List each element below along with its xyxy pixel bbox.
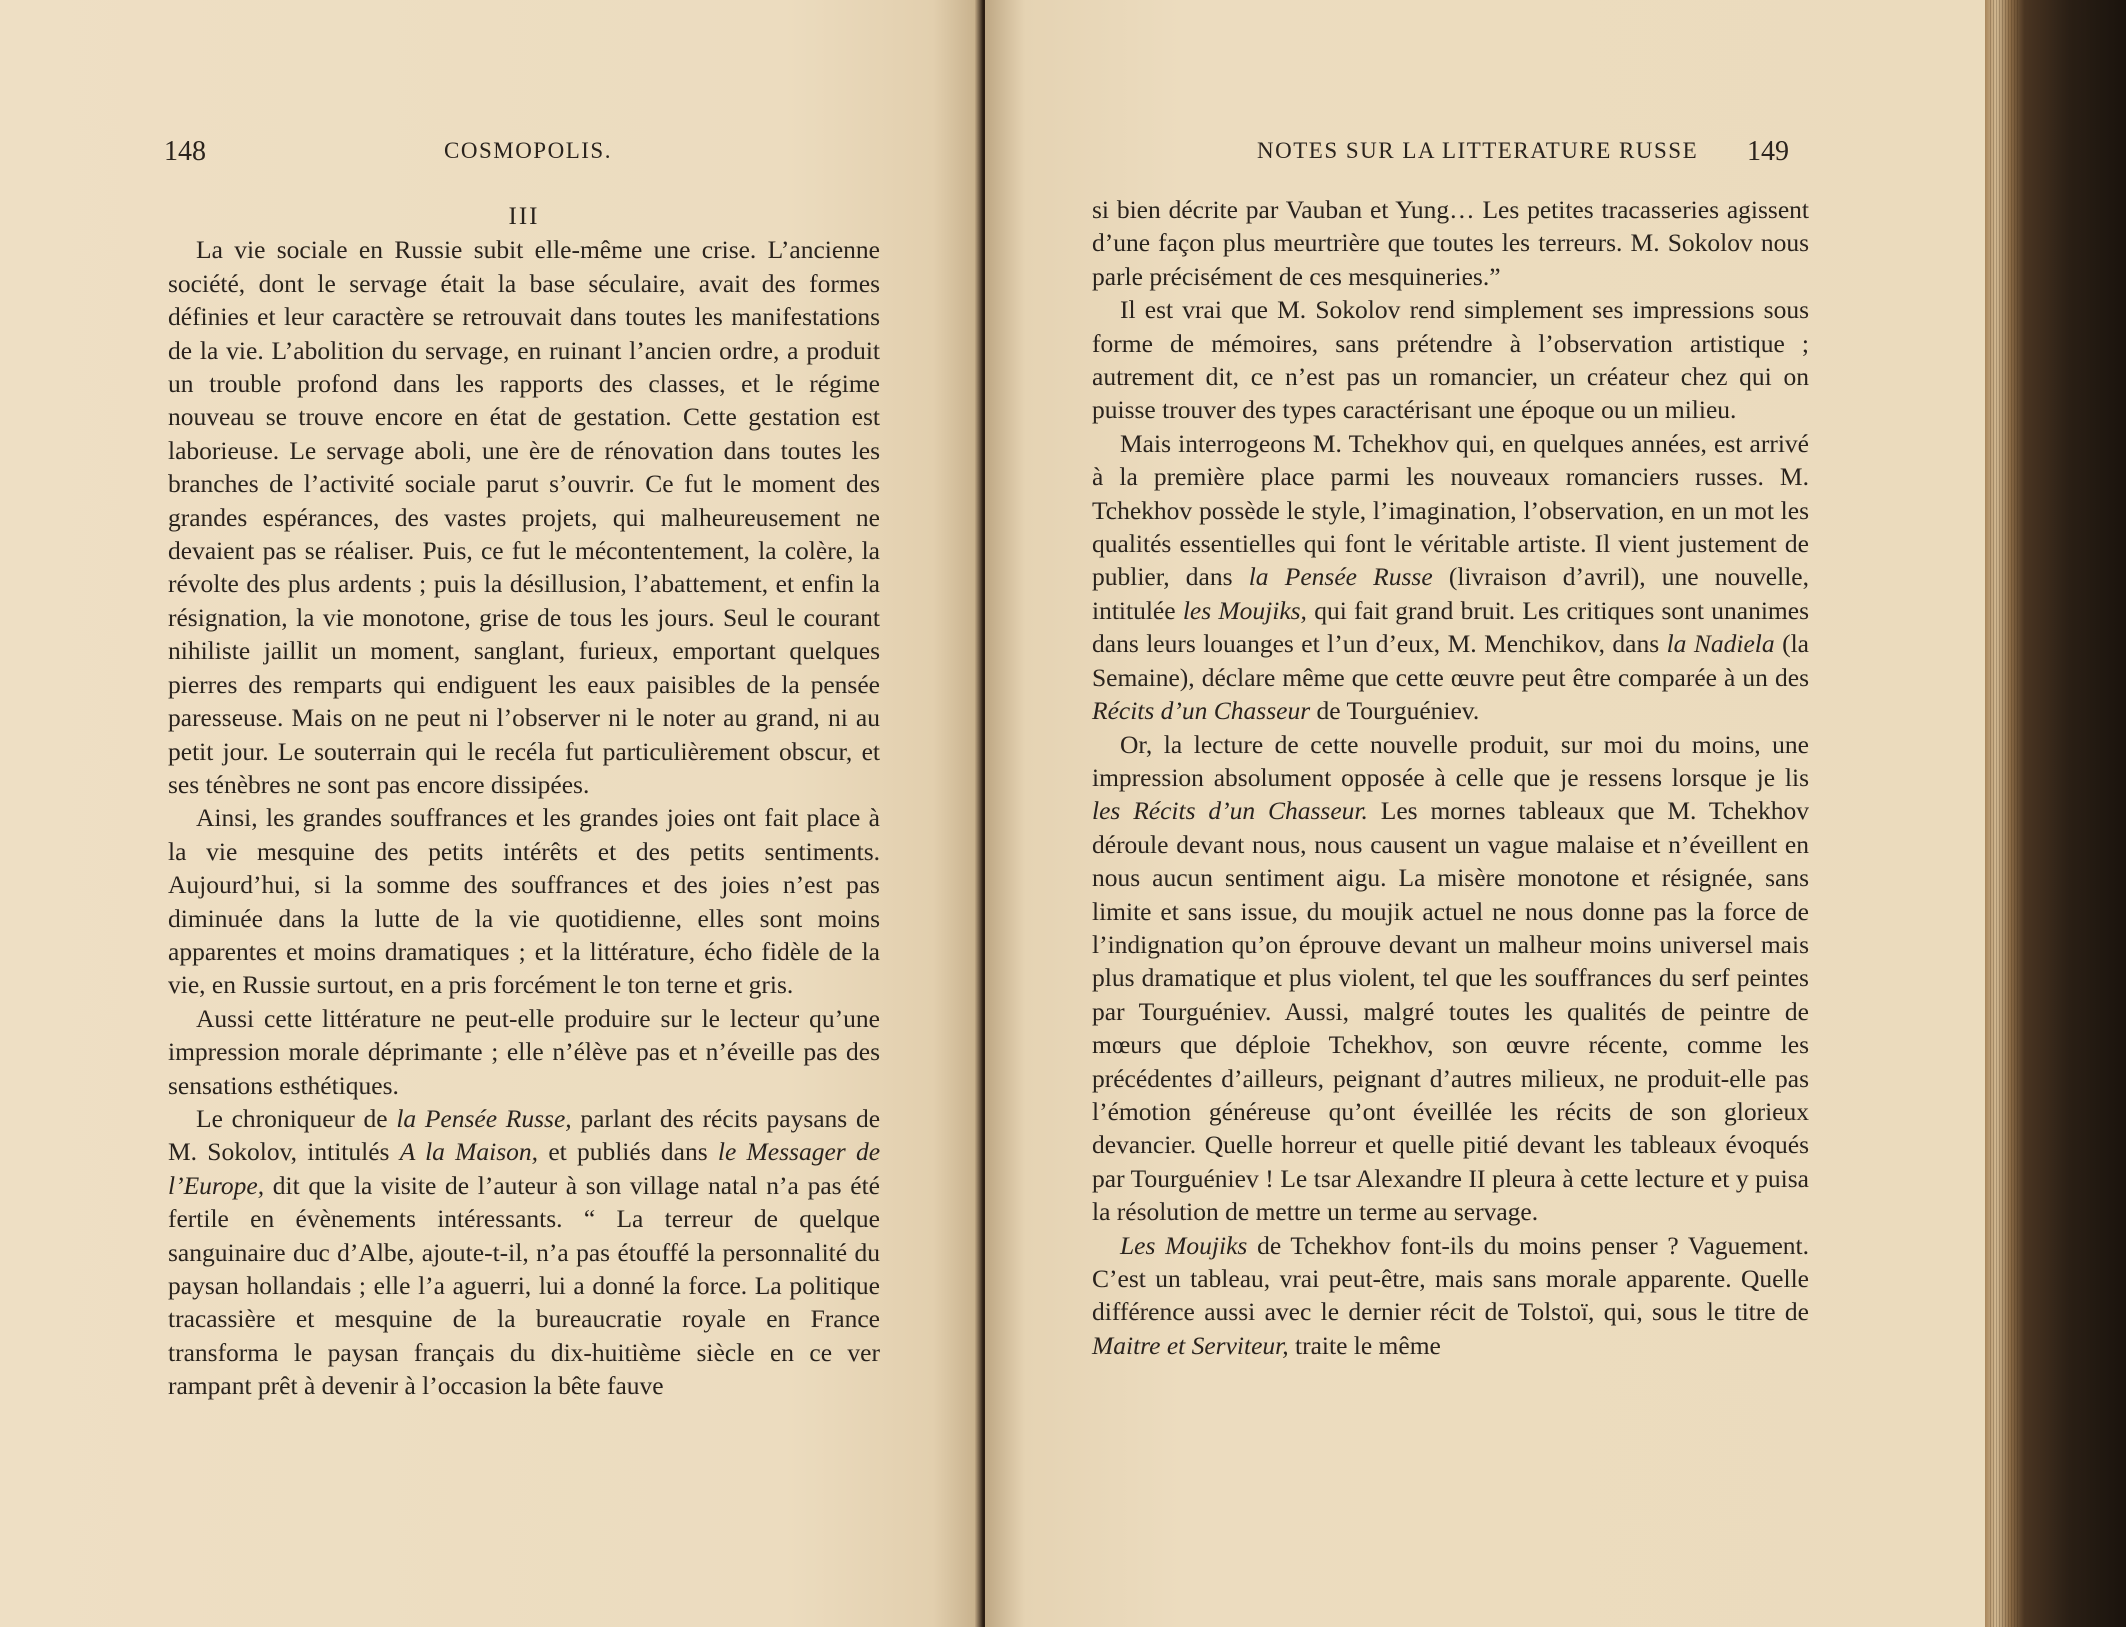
paragraph-continued [1092,193,1809,293]
paragraph [168,1002,880,1102]
page-number-right: 149 [1747,136,1789,167]
page-edges [1990,0,2020,1627]
text-run: de Tchekhov font-ils du moins penser ? Vaguement. C’est un tableau, vrai peut-être, mais sans morale apparente. Quelle différence aussi avec le dernier récit de Tolstoï, qui, sous le titre de [1092,1230,1810,1327]
text-run: dit que la visite de l’auteur à son village natal n’a pas été fertile en évènements intéressants. “ La terreur de quelque sanguinaire duc d’Albe, ajoute-t-il, n’a pas étouffé la personnalité du paysan hollandais ; elle l’a aguerri, lui a donné la force. La politique tracassière et mesquine de la bureaucratie royale en France transforma le paysan français du dix-huitième siècle en ce ver rampant prêt à devenir à l’occasion la bête fauve [168,1170,880,1401]
text-run: Ainsi, les grandes souffrances et les grandes joies ont fait place à la vie mesquine des petits intérêts et des petits sentiments. Aujourd’hui, si la somme des souffrances et des joies n’est pas diminuée dans la lutte de la vie quotidienne, elles sont moins apparentes et moins dramatiques ; et la littérature, écho fidèle de la vie, en Russie surtout, en a pris forcément le ton terne et gris. [168,803,880,1000]
paragraph [168,801,880,1001]
italic-text-run: la Pensée Russe [1248,562,1433,592]
paragraph [1092,293,1809,427]
paragraph [168,233,880,801]
paragraph [1092,728,1809,1229]
text-run: Mais interrogeons M. Tchekhov qui, en quelques années, est arrivé à la première place parmi les nouveaux romanciers russes. M. Tchekhov possède le style, l’imagination, l’observation, en un mot les qualités essentielles qui font le véritable artiste. Il vient justement de publier, dans [1092,428,1809,592]
text-run: de Tourguéniev. [1310,696,1480,726]
italic-text-run: Maitre et Serviteur, [1092,1330,1289,1360]
italic-text-run: Récits d’un Chasseur [1092,696,1311,726]
text-run: et publiés dans [538,1137,718,1167]
text-run: Les mornes tableaux que M. Tchekhov déroule devant nous, nous causent un vague malaise et n’éveillent en nous aucun sentiment aigu. La misère monotone et résignée, sans limite et sans issue, du moujik actuel ne nous donne pas la force de l’indignation qu’on éprouve devant un malheur moins universel mais plus dramatique et plus violent, tel que les souffrances du serf peintes par Tourguéniev. Aussi, malgré toutes les qualités de peintre de mœurs que déploie Tchekhov, son œuvre récente, comme les précédentes d’ailleurs, peignant d’autres milieux, ne produit-elle pas l’émotion généreuse qu’ont éveillée les récits de son glorieux devancier. Quelle horreur et quelle pitié devant les tableaux évoqués par Tourguéniev ! Le tsar Alexandre II pleura à cette lecture et y puisa la résolution de mettre un terme au servage. [1092,796,1809,1227]
left-text-column [168,200,880,1403]
running-head-left: COSMOPOLIS. [444,138,612,163]
italic-text-run: les Moujiks, [1182,595,1307,625]
text-run: traite le même [1288,1330,1441,1360]
running-head-right: NOTES SUR LA LITTERATURE RUSSE [1257,138,1699,163]
text-run: La vie sociale en Russie subit elle-même une crise. L’ancienne société, dont le servage était la base séculaire, avait des formes définies et leur caractère se retrouvait dans toutes les manifestations de la vie. L’abolition du servage, en ruinant l’ancien ordre, a produit un trouble profond dans les rapports des classes, et le régime nouveau se trouve encore en état de gestation. Cette gestation est laborieuse. Le servage aboli, une ère de rénovation dans toutes les branches de l’activité sociale parut s’ouvrir. Ce fut le moment des grandes espérances, des vastes projets, qui malheureusement ne devaient pas se réaliser. Puis, ce fut le mécontentement, la colère, la révolte des plus ardents ; puis la désillusion, l’abattement, et enfin la résignation, la vie monotone, grise de tous les jours. Seul le courant nihiliste jaillit un moment, sanglant, furieux, emportant quelques pierres des remparts qui endiguent les eaux paisibles de la pensée paresseuse. Mais on ne peut ni l’observer ni le noter au grand, ni au petit jour. Le souterrain qui le recéla fut particulièrement obscur, et ses ténèbres ne sont pas encore dissipées. [168,235,880,799]
page-number-left: 148 [164,136,206,167]
italic-text-run: la Nadiela [1666,629,1775,659]
italic-text-run: Les Moujiks [1120,1230,1248,1260]
italic-text-run: le Messager de l’Europe, [168,1137,881,1200]
paragraph [1092,1229,1809,1363]
right-page [985,0,1985,1627]
text-run: si bien décrite par Vauban et Yung… Les petites tracasseries agissent d’une façon plus meurtrière que toutes les terreurs. M. Sokolov nous parle précisément de ces mesquineries.” [1092,195,1809,291]
italic-text-run: les Récits d’un Chasseur. [1092,796,1368,826]
text-run: qui fait grand bruit. Les critiques sont unanimes dans leurs louanges et l’un d’eux, M. Menchikov, dans [1092,595,1809,659]
text-run: Aussi cette littérature ne peut-elle produire sur le lecteur qu’une impression morale déprimante ; elle n’élève pas et n’éveille pas des sensations esthétiques. [168,1003,880,1100]
text-run: (la Semaine), déclare même que cette œuvre peut être comparée à un des [1092,629,1809,692]
left-page [0,0,982,1627]
italic-text-run: A la Maison, [399,1137,539,1167]
text-run: parlant des récits paysans de M. Sokolov, intitulés [168,1103,881,1167]
text-run: (livraison d’avril), une nouvelle, intitulée [1092,562,1809,625]
right-text-column [1092,193,1809,1362]
paragraph [168,1102,880,1403]
text-run: Il est vrai que M. Sokolov rend simplement ses impressions sous forme de mémoires, sans prétendre à l’observation artistique ; autrement dit, ce n’est pas un romancier, un créateur chez qui on puisse trouver des types caractérisant une époque ou un milieu. [1092,295,1809,425]
text-run: Le chroniqueur de [196,1103,397,1133]
italic-text-run: la Pensée Russe, [396,1103,572,1133]
text-run: Or, la lecture de cette nouvelle produit, sur moi du moins, une impression absolument opposée à celle que je ressens lorsque je lis [1092,729,1809,792]
section-number: III [508,203,540,230]
paragraph [1092,427,1809,728]
